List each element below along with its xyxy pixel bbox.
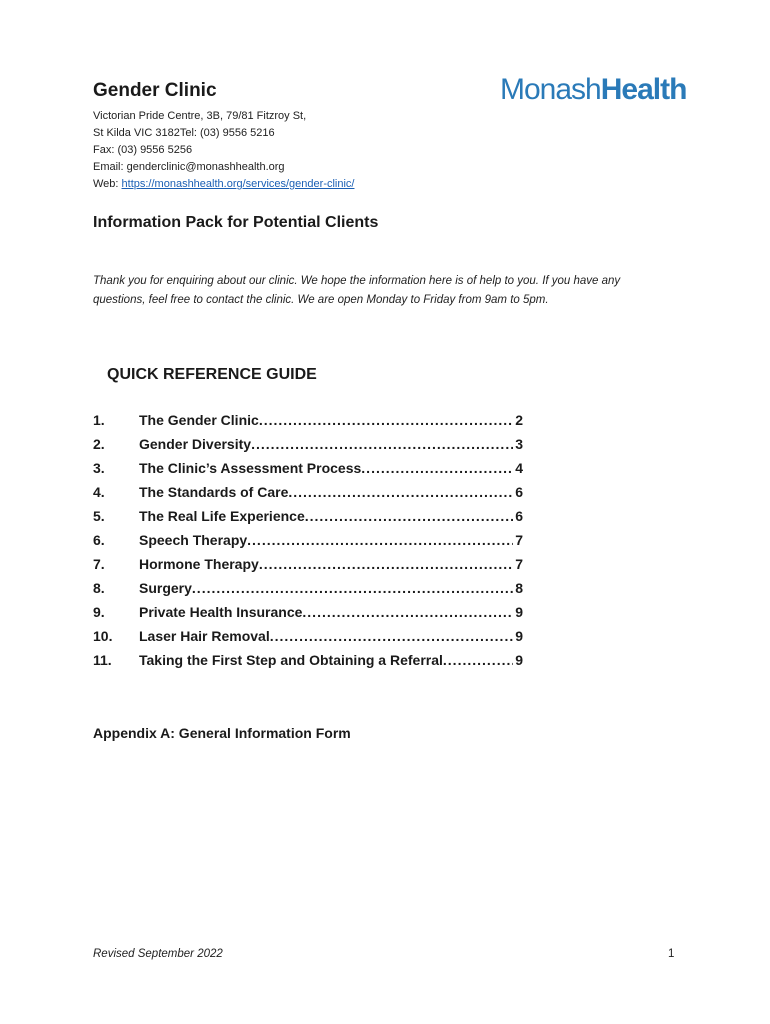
toc-number: 3. <box>93 460 105 476</box>
toc-title: Laser Hair Removal <box>139 628 270 644</box>
address-line-2: St Kilda VIC 3182Tel: (03) 9556 5216 <box>93 127 275 139</box>
toc-title: The Standards of Care <box>139 484 289 500</box>
toc-page-number: 9 <box>515 628 523 644</box>
toc-page-number: 2 <box>515 412 523 428</box>
toc-page-number: 9 <box>515 652 523 668</box>
toc-title: Taking the First Step and Obtaining a Referral <box>139 652 443 668</box>
toc-page-number: 4 <box>515 460 523 476</box>
toc-title: Surgery <box>139 580 192 596</box>
toc-page-number: 6 <box>515 484 523 500</box>
toc-entry-10 <box>93 624 523 648</box>
toc-number: 10. <box>93 628 113 644</box>
toc-entry-9 <box>93 600 523 624</box>
toc-leader-dots <box>259 412 513 428</box>
toc-leader-dots <box>192 580 513 596</box>
toc-leader-dots <box>288 484 513 500</box>
table-of-contents <box>93 408 523 672</box>
toc-page-number: 3 <box>515 436 523 452</box>
info-pack-title: Information Pack for Potential Clients <box>93 214 379 231</box>
toc-number: 1. <box>93 412 105 428</box>
toc-entry-11 <box>93 648 523 672</box>
toc-entry-8 <box>93 576 523 600</box>
fax-line: Fax: (03) 9556 5256 <box>93 144 193 156</box>
toc-number: 4. <box>93 484 105 500</box>
page-number: 1 <box>668 948 675 960</box>
logo-text-monash: Monash <box>500 73 601 106</box>
toc-number: 8. <box>93 580 105 596</box>
email-line: Email: genderclinic@monashhealth.org <box>93 161 285 173</box>
toc-title: Hormone Therapy <box>139 556 259 572</box>
toc-leader-dots <box>443 652 513 668</box>
toc-entry-1 <box>93 408 523 432</box>
toc-page-number: 9 <box>515 604 523 620</box>
web-label: Web: <box>93 178 122 190</box>
revised-date-footer: Revised September 2022 <box>93 948 223 960</box>
toc-title: Gender Diversity <box>139 436 252 452</box>
toc-leader-dots <box>251 436 513 452</box>
intro-paragraph: Thank you for enquiring about our clinic. We hope the information here is of help to you. If you have any questions, feel free to contact the clinic. We are open Monday to Friday from 9am to 5pm. <box>93 275 621 306</box>
appendix-heading: Appendix A: General Information Form <box>93 725 351 741</box>
web-line <box>93 178 354 190</box>
toc-title: Private Health Insurance <box>139 604 303 620</box>
toc-page-number: 6 <box>515 508 523 524</box>
toc-number: 11. <box>93 652 112 668</box>
toc-entry-7 <box>93 552 523 576</box>
toc-entry-5 <box>93 504 523 528</box>
toc-title: The Clinic’s Assessment Process <box>139 460 362 476</box>
toc-leader-dots <box>302 604 513 620</box>
toc-entry-4 <box>93 480 523 504</box>
toc-page-number: 8 <box>515 580 523 596</box>
monash-health-logo <box>500 73 686 107</box>
toc-title: Speech Therapy <box>139 532 248 548</box>
website-link[interactable]: https://monashhealth.org/services/gender-clinic/ <box>121 178 355 190</box>
toc-number: 5. <box>93 508 105 524</box>
toc-title: The Real Life Experience <box>139 508 305 524</box>
toc-leader-dots <box>361 460 513 476</box>
toc-entry-2 <box>93 432 523 456</box>
toc-leader-dots <box>270 628 513 644</box>
toc-entry-6 <box>93 528 523 552</box>
toc-page-number: 7 <box>515 532 523 548</box>
clinic-title: Gender Clinic <box>93 80 217 101</box>
toc-leader-dots <box>305 508 513 524</box>
logo-text-health: Health <box>600 73 687 106</box>
address-line-1: Victorian Pride Centre, 3B, 79/81 Fitzroy St, <box>93 110 307 122</box>
toc-number: 2. <box>93 436 105 452</box>
toc-number: 6. <box>93 532 105 548</box>
toc-number: 9. <box>93 604 105 620</box>
quick-reference-title: QUICK REFERENCE GUIDE <box>107 366 317 383</box>
toc-entry-3 <box>93 456 523 480</box>
toc-number: 7. <box>93 556 105 572</box>
toc-leader-dots <box>247 532 513 548</box>
toc-page-number: 7 <box>515 556 523 572</box>
toc-leader-dots <box>259 556 513 572</box>
toc-title: The Gender Clinic <box>139 412 259 428</box>
